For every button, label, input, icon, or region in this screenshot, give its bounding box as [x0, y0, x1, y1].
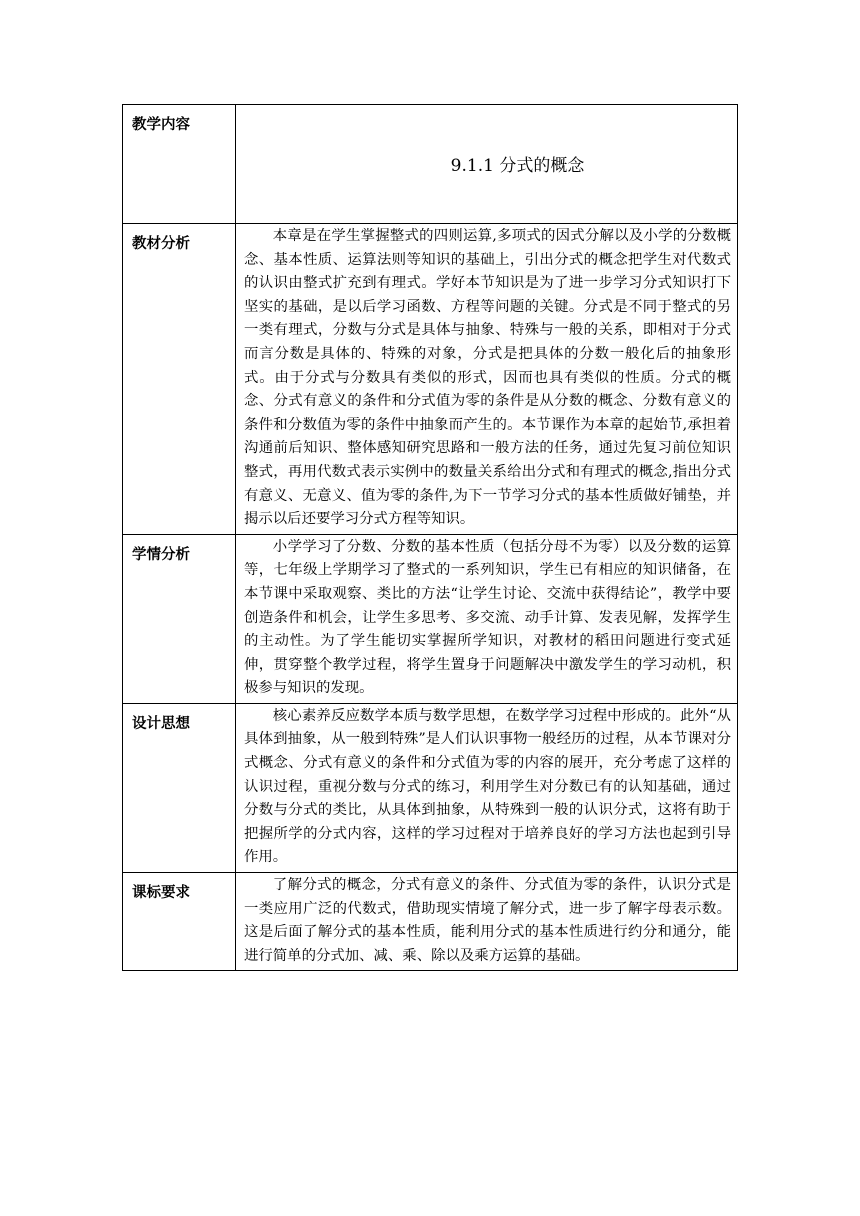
- row-label-teaching-content: 教学内容: [123, 105, 236, 224]
- design-idea-cell: [236, 703, 738, 872]
- row-label-design-idea: 设计思想: [123, 703, 236, 872]
- table-row: [123, 224, 738, 535]
- design-idea-text: 核心素养反应数学本质与数学思想，在数学学习过程中形成的。此外“从具体到抽象，从一般到特殊”是人们认识事物一般经历的过程，从本节课对分式概念、分式有意义的条件和分式值为零的内容的展开，充分考虑了这样的认识过程，重视分数与分式的练习，利用学生对分数已有的认知基础，通过分数与分式的类比，从具体到抽象，从特殊到一般的认识分式，这将有助于把握所学的分式内容，这样的学习过程对于培养良好的学习方法也起到引导作用。: [244, 707, 731, 866]
- row-label-curriculum-requirements: 课标要求: [123, 873, 236, 971]
- table-row: [123, 105, 738, 224]
- student-analysis-text: 小学学习了分数、分数的基本性质（包括分母不为零）以及分数的运算等，七年级上学期学习了整式的一系列知识，学生已有相应的知识储备，在本节课中采取观察、类比的方法“让学生讨论、交流中获得结论”，教学中要创造条件和机会，让学生多思考、多交流、动手计算、发表见解，发挥学生的主动性。为了学生能切实掌握所学知识，对教材的稻田问题进行变式延伸，贯穿整个教学过程，将学生置身于问题解决中激发学生的学习动机，积极参与知识的发现。: [244, 538, 731, 697]
- table-row: [123, 534, 738, 703]
- curriculum-requirements-text: 了解分式的概念，分式有意义的条件、分式值为零的条件，认识分式是一类应用广泛的代数式，借助现实情境了解分式，进一步了解字母表示数。这是后面了解分式的基本性质，能利用分式的基本性质进行约分和通分，能进行简单的分式加、减、乘、除以及乘方运算的基础。: [244, 877, 731, 964]
- table-row: [123, 703, 738, 872]
- lesson-plan-table: [122, 104, 738, 971]
- row-label-student-analysis: 学情分析: [123, 534, 236, 703]
- student-analysis-cell: [236, 534, 738, 703]
- row-label-textbook-analysis: 教材分析: [123, 224, 236, 535]
- curriculum-requirements-cell: [236, 873, 738, 971]
- textbook-analysis-text: 本章是在学生掌握整式的四则运算,多项式的因式分解以及小学的分数概念、基本性质、运算法则等知识的基础上，引出分式的概念把学生对代数式的认识由整式扩充到有理式。学好本节知识是为了进一步学习分式知识打下坚实的基础，是以后学习函数、方程等问题的关键。分式是不同于整式的另一类有理式，分数与分式是具体与抽象、特殊与一般的关系，即相对于分式而言分数是具体的、特殊的对象，分式是把具体的分数一般化后的抽象形式。由于分式与分数具有类似的形式，因而也具有类似的性质。分式的概念、分式有意义的条件和分式值为零的条件是从分数的概念、分数有意义的条件和分数值为零的条件中抽象而产生的。本节课作为本章的起始节,承担着沟通前后知识、整体感知研究思路和一般方法的任务，通过先复习前位知识整式，再用代数式表示实例中的数量关系给出分式和有理式的概念,指出分式有意义、无意义、值为零的条件,为下一节学习分式的基本性质做好铺垫，并揭示以后还要学习分式方程等知识。: [244, 228, 731, 528]
- lesson-title: 9.1.1 分式的概念: [450, 156, 585, 176]
- title-cell: [236, 105, 738, 224]
- table-row: [123, 873, 738, 971]
- textbook-analysis-cell: [236, 224, 738, 535]
